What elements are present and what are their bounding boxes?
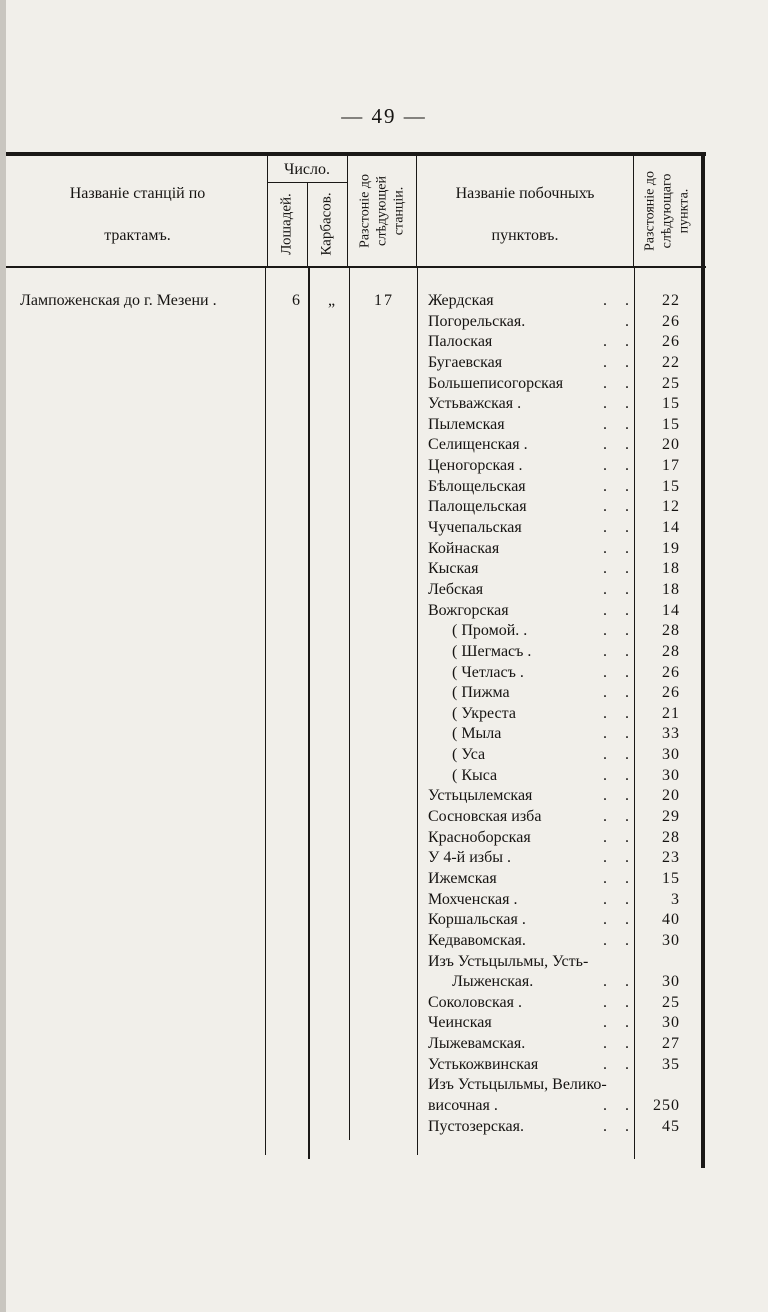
side-point-leader-dots: . . [603,560,636,578]
list-item [428,1117,686,1138]
side-point-distance: 28 [662,642,680,660]
side-point-distance: 28 [662,622,680,640]
side-point-leader-dots: . . [603,911,636,929]
side-point-leader-dots: . . [603,1035,636,1053]
side-point-name: Койнаская [428,539,500,557]
side-point-leader-dots: . . [603,684,636,702]
side-point-name: Вожгорская [428,601,509,619]
side-point-name: ( Шегмасъ . [452,642,532,660]
side-point-leader-dots: . . [603,436,636,454]
side-point-leader-dots: . . [603,1096,636,1114]
side-point-leader-dots: . . [603,395,636,413]
list-item [428,1034,686,1055]
side-point-distance: 14 [662,601,680,619]
side-point-distance: 15 [662,869,680,887]
side-point-name: ( Промой. . [452,622,528,640]
side-point-distance: 19 [662,539,680,557]
header-bottom-rule [6,266,706,268]
side-point-distance: 26 [662,333,680,351]
side-point-name: Кедвавомская. [428,931,526,949]
list-item [428,828,686,849]
list-item [428,1096,686,1117]
list-item [428,374,686,395]
side-point-name: Чеинская [428,1014,492,1032]
side-point-leader-dots: . . [603,725,636,743]
main-station-distance: 17 [374,292,394,309]
side-points-list [428,291,686,1137]
side-point-name: Красноборская [428,828,531,846]
side-point-name: Бѣлощельская [428,477,526,495]
list-item [428,580,686,601]
list-item [428,415,686,436]
side-point-name: ( Уса [452,746,486,764]
side-point-distance: 12 [662,498,680,516]
side-point-name: Коршальская . [428,911,526,929]
side-point-leader-dots: . . [603,1117,636,1135]
list-item [428,993,686,1014]
list-item [428,952,686,973]
main-station-horses: 6 [292,292,300,309]
list-item [428,890,686,911]
header-side-points-line2: пунктовъ. [491,227,559,244]
side-point-leader-dots: . . [603,642,636,660]
side-point-distance: 33 [662,725,680,743]
side-point-leader-dots: . . [603,519,636,537]
side-point-distance: 15 [662,415,680,433]
list-item [428,869,686,890]
side-point-distance: 45 [662,1117,680,1135]
side-point-name: Лыженская. [452,973,534,991]
list-item [428,663,686,684]
side-point-name: Изъ Устьцыльмы, Усть- [428,952,589,970]
col-divider-3 [347,156,348,266]
list-item [428,477,686,498]
side-point-distance: 27 [662,1035,680,1053]
side-point-name: Ижемская [428,869,497,887]
side-point-leader-dots: . . [603,849,636,867]
list-item [428,786,686,807]
col-divider-3-body [349,268,350,1140]
list-item [428,1013,686,1034]
side-point-distance: 17 [662,457,680,475]
side-point-name: височная . [428,1096,498,1114]
page-number: — 49 — [341,104,427,128]
col-divider-2-body [308,268,310,1159]
header-station-name-line2: трактамъ. [104,227,171,244]
side-point-distance: 23 [662,849,680,867]
side-point-name: Палоская [428,333,493,351]
col-divider-5 [633,156,634,266]
side-point-distance: 250 [653,1096,680,1114]
list-item [428,910,686,931]
side-point-name: Лыжевамская. [428,1035,526,1053]
side-point-leader-dots: . . [603,787,636,805]
main-station-boats: „ [328,292,336,309]
side-point-name: Большеписогорская [428,374,564,392]
side-point-name: У 4-й избы . [428,849,511,867]
side-point-distance: 20 [662,787,680,805]
side-point-leader-dots: . . [603,973,636,991]
side-point-name: ( Четласъ . [452,663,524,681]
side-point-name: Устьцылемская [428,787,533,805]
side-point-leader-dots: . . [603,1055,636,1073]
side-point-distance: 26 [662,663,680,681]
side-point-leader-dots: . . [603,993,636,1011]
side-point-leader-dots: . . [603,622,636,640]
side-point-distance: 15 [662,395,680,413]
side-point-distance: 18 [662,580,680,598]
list-item [428,704,686,725]
side-point-name: Соколовская . [428,993,522,1011]
side-point-distance: 26 [662,684,680,702]
list-item [428,766,686,787]
list-item [428,518,686,539]
list-item [428,539,686,560]
list-item [428,848,686,869]
list-item [428,559,686,580]
side-point-name: Мохченская . [428,890,518,908]
side-point-name: Жердская [428,292,494,309]
side-point-leader-dots: . . [603,415,636,433]
side-point-leader-dots: . . [603,890,636,908]
side-point-name: Чучепальская [428,519,522,537]
side-point-leader-dots: . . [603,931,636,949]
side-point-leader-dots: . . [603,766,636,784]
col-divider-4-body [417,268,418,1155]
side-point-leader-dots: . . [603,539,636,557]
side-point-leader-dots: . . [603,580,636,598]
side-point-name: Погорельская. [428,312,526,330]
side-point-leader-dots: . . [603,457,636,475]
list-item [428,745,686,766]
side-point-leader-dots: . . [603,746,636,764]
side-point-leader-dots: . . [603,601,636,619]
side-point-name: Пустозерская. [428,1117,524,1135]
list-item [428,724,686,745]
side-point-name: Палощельская [428,498,527,516]
side-point-leader-dots: . . [603,374,636,392]
side-point-name: Устьважская . [428,395,522,413]
header-count-title: Число. [283,161,331,178]
table-top-rule [6,152,706,156]
side-point-distance: 21 [662,704,680,722]
side-point-distance: 22 [662,353,680,371]
list-item [428,972,686,993]
side-point-distance: 30 [662,766,680,784]
side-point-distance: 40 [662,911,680,929]
header-dist-next-station: Разстоніе до слѣдующей станціи. [357,174,407,248]
side-point-name: Сосновская изба [428,808,542,826]
side-point-name: Пылемская [428,415,505,433]
side-point-distance: 14 [662,519,680,537]
list-item [428,1055,686,1076]
side-point-distance: 30 [662,931,680,949]
list-item [428,291,686,312]
list-item [428,1075,686,1096]
side-point-leader-dots: . . [603,808,636,826]
list-item [428,435,686,456]
col-divider-1-body [265,268,266,1155]
side-point-distance: 18 [662,560,680,578]
list-item [428,353,686,374]
list-item [428,312,686,333]
side-point-distance: 30 [662,1014,680,1032]
side-point-leader-dots: . . [603,292,636,309]
side-point-leader-dots: . . [603,704,636,722]
side-point-distance: 28 [662,828,680,846]
side-point-name: ( Кыса [452,766,498,784]
header-side-points-line1: Названіе побочныхъ [455,185,595,202]
side-point-name: ( Укреста [452,704,516,722]
side-point-distance: 30 [662,746,680,764]
side-point-name: ( Мыла [452,725,502,743]
side-point-leader-dots: . . [603,869,636,887]
side-point-distance: 29 [662,808,680,826]
side-point-distance: 15 [662,477,680,495]
side-point-distance: 25 [662,993,680,1011]
side-point-name: Лебская [428,580,484,598]
side-point-name: Ценогорская . [428,457,523,475]
list-item [428,456,686,477]
list-item [428,601,686,622]
side-point-leader-dots: . . [603,663,636,681]
list-item [428,683,686,704]
list-item [428,394,686,415]
header-horses: Лошадей. [278,193,295,255]
side-point-distance: 3 [671,890,680,908]
list-item [428,642,686,663]
side-point-distance: 20 [662,436,680,454]
side-point-leader-dots: . . [603,1014,636,1032]
list-item [428,497,686,518]
header-boats: Карбасов. [318,192,335,256]
side-point-name: Селищенская . [428,436,528,454]
side-point-leader-dots: . . [603,477,636,495]
side-point-name: Изъ Устьцыльмы, Велико- [428,1076,607,1094]
side-point-distance: 22 [662,292,680,309]
side-point-name: Бугаевская [428,353,503,371]
side-point-leader-dots: . . [603,333,636,351]
side-point-leader-dots: . . [603,498,636,516]
main-station-name: Лампоженская до г. Мезени . [20,292,217,309]
header-station-name-line1: Названіе станцій по [69,185,206,202]
side-point-leader-dots: . . [603,828,636,846]
list-item [428,332,686,353]
side-point-name: Кыская [428,560,479,578]
side-point-distance: 26 [662,312,680,330]
side-point-name: Устькожвинская [428,1055,539,1073]
side-point-distance: 30 [662,973,680,991]
side-point-distance: 25 [662,374,680,392]
col-divider-2 [307,182,308,266]
page-binding-edge [0,0,6,1312]
side-point-leader-dots: . [625,312,636,330]
side-point-name: ( Пижма [452,684,510,702]
header-side-points [417,184,633,246]
side-point-leader-dots: . . [603,353,636,371]
header-dist-next-point: Разстояніе до слѣдующаго пункта. [642,170,692,252]
header-station-name [10,184,265,246]
list-item [428,807,686,828]
side-point-distance: 35 [662,1055,680,1073]
list-item [428,621,686,642]
list-item [428,931,686,952]
